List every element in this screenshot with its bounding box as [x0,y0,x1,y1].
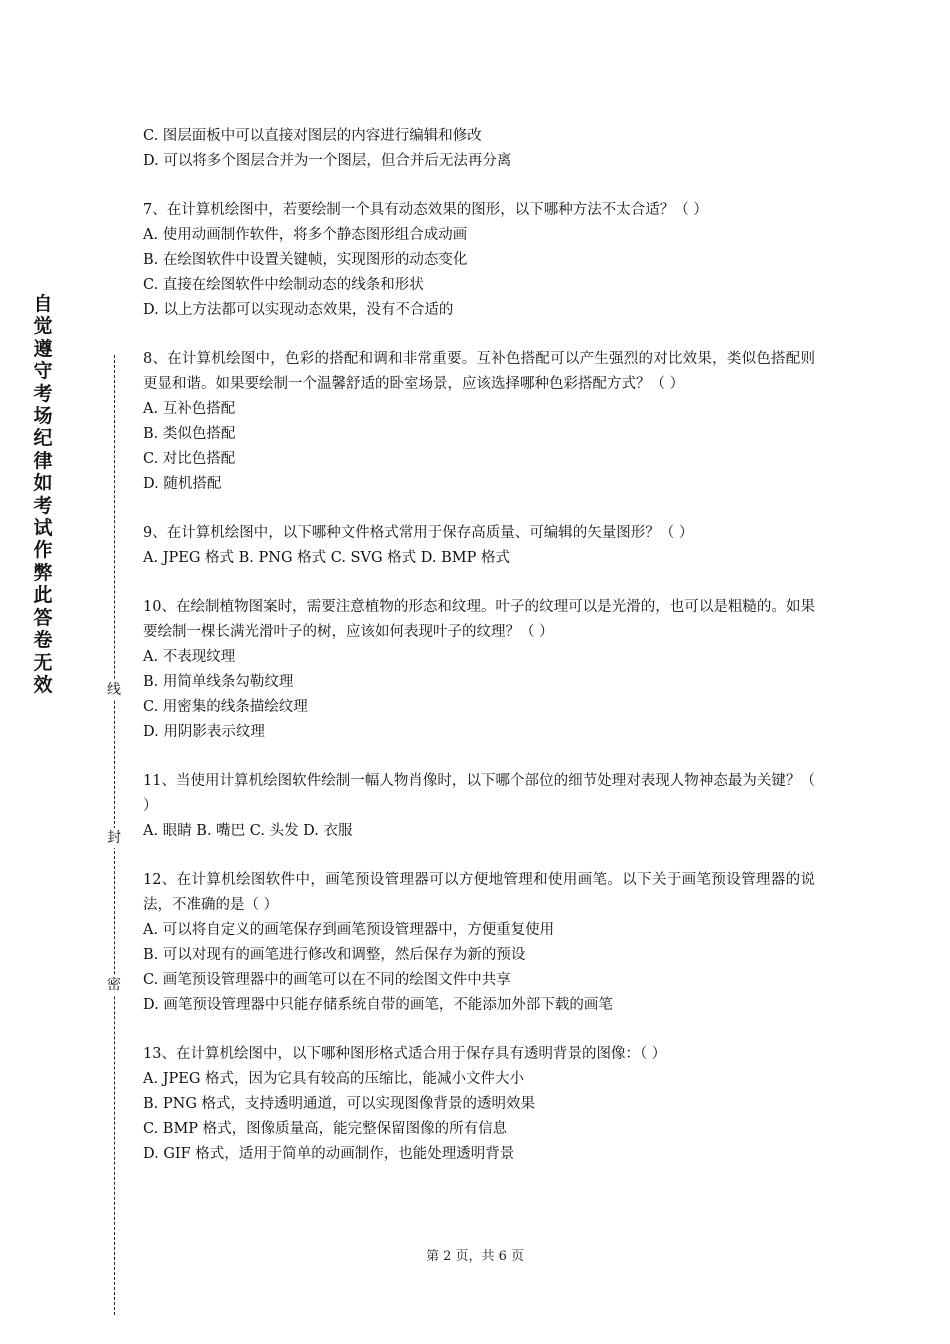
option-line: C. 用密集的线条描绘纹理 [143,699,308,715]
option-line: A. 可以将自定义的画笔保存到画笔预设管理器中，方便重复使用 [143,922,555,938]
question-stem: 12、在计算机绘图软件中，画笔预设管理器可以方便地管理和使用画笔。以下关于画笔预设管理器的说法，不准确的是（ ） [143,872,815,913]
option-line: A. 使用动画制作软件，将多个静态图形组合成动画 [143,227,468,243]
option-line: B. 可以对现有的画笔进行修改和调整，然后保存为新的预设 [143,947,526,963]
question-block [143,769,815,844]
question-block [143,1042,815,1167]
question-stem: 7、在计算机绘图中，若要绘制一个具有动态效果的图形，以下哪种方法不太合适？（ ） [143,202,708,218]
question-block [143,595,815,745]
continued-options [143,124,815,174]
binding-label-seal: 封 [102,828,126,848]
question-content [143,124,815,1191]
question-stem: 8、在计算机绘图中，色彩的搭配和调和非常重要。互补色搭配可以产生强烈的对比效果，类似色搭配则更显和谐。如果要绘制一个温馨舒适的卧室场景，应该选择哪种色彩搭配方式？（ ） [143,351,815,392]
exam-discipline-notice: 自觉遵守考场纪律如考试作弊此答卷无效 [33,293,53,696]
option-line: D. 随机搭配 [143,476,222,492]
question-block [143,868,815,1018]
option-line: D. 可以将多个图层合并为一个图层，但合并后无法再分离 [143,153,512,169]
option-line: B. PNG 格式，支持透明通道，可以实现图像背景的透明效果 [143,1096,536,1112]
question-stem: 13、在计算机绘图中，以下哪种图形格式适合用于保存具有透明背景的图像：（ ） [143,1046,667,1062]
question-stem: 10、在绘制植物图案时，需要注意植物的形态和纹理。叶子的纹理可以是光滑的，也可以是粗糙的。如果要绘制一棵长满光滑叶子的树，应该如何表现叶子的纹理？（ ） [143,599,815,640]
option-line: D. 画笔预设管理器中只能存储系统自带的画笔，不能添加外部下载的画笔 [143,997,613,1013]
question-list [143,198,815,1167]
binding-label-dense: 密 [102,975,126,995]
option-line: A. 眼睛 B. 嘴巴 C. 头发 D. 衣服 [143,823,353,839]
option-line: C. 对比色搭配 [143,451,236,467]
option-line: A. 互补色搭配 [143,401,236,417]
question-stem: 11、当使用计算机绘图软件绘制一幅人物肖像时，以下哪个部位的细节处理对表现人物神态最为关键？（ ） [143,773,815,814]
option-line: C. 画笔预设管理器中的画笔可以在不同的绘图文件中共享 [143,972,511,988]
page-number: 第 2 页，共 6 页 [425,1249,525,1264]
question-block [143,347,815,497]
option-line: D. 以上方法都可以实现动态效果，没有不合适的 [143,302,454,318]
question-block [143,521,815,571]
binding-label-line: 线 [102,680,126,700]
option-line: B. 在绘图软件中设置关键帧，实现图形的动态变化 [143,252,468,268]
option-line: C. 图层面板中可以直接对图层的内容进行编辑和修改 [143,128,482,144]
question-block [143,198,815,323]
option-line: C. BMP 格式，图像质量高，能完整保留图像的所有信息 [143,1121,508,1137]
option-line: A. 不表现纹理 [143,649,236,665]
option-line: C. 直接在绘图软件中绘制动态的线条和形状 [143,277,424,293]
option-line: A. JPEG 格式，因为它具有较高的压缩比，能减小文件大小 [143,1071,525,1087]
option-line: D. 用阴影表示纹理 [143,724,265,740]
option-line: B. 用简单线条勾勒纹理 [143,674,294,690]
option-line: B. 类似色搭配 [143,426,236,442]
option-line: A. JPEG 格式 B. PNG 格式 C. SVG 格式 D. BMP 格式 [143,550,510,566]
option-line: D. GIF 格式，适用于简单的动画制作，也能处理透明背景 [143,1146,515,1162]
question-stem: 9、在计算机绘图中，以下哪种文件格式常用于保存高质量、可编辑的矢量图形？（ ） [143,525,694,541]
